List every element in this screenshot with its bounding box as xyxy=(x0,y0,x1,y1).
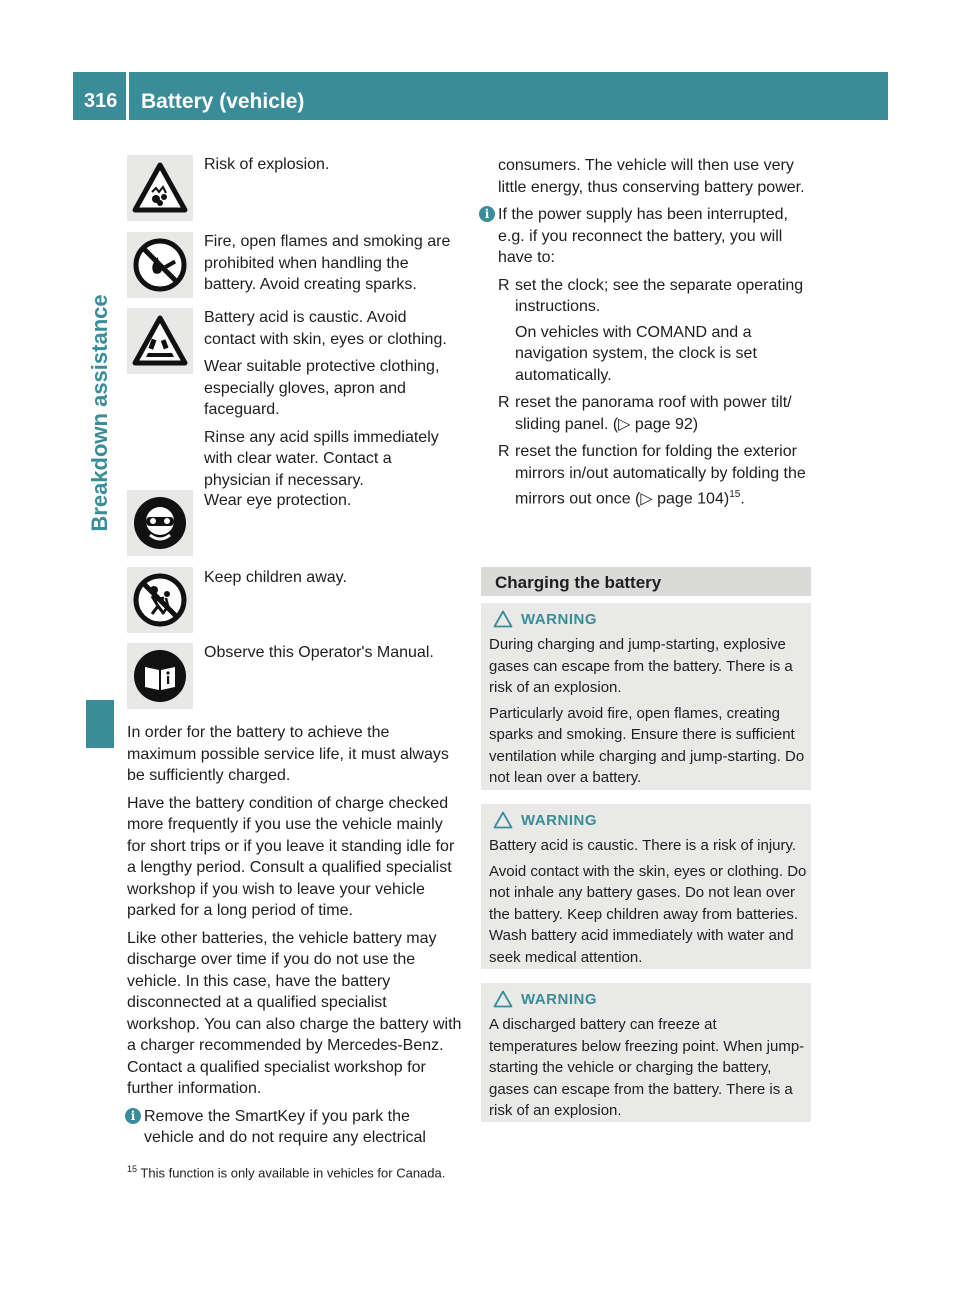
side-tab-label: Breakdown assistance xyxy=(87,293,112,532)
warning-body xyxy=(489,835,807,972)
warning-text: Particularly avoid fire, open flames, creating sparks and smoking. Ensure there is sufficient ventilation while charging and jump-starting. Do not lean over a battery. xyxy=(489,704,805,786)
page-header xyxy=(73,72,888,120)
symbol-text: Fire, open flames and smoking are prohibited when handling the battery. Avoid creating sparks. xyxy=(204,233,451,293)
warning-triangle-icon xyxy=(493,811,513,829)
section-heading-text: Charging the battery xyxy=(495,573,662,592)
warning-text: During charging and jump-starting, explosive gases can escape from the battery. There is a risk of an explosion. xyxy=(489,636,793,696)
info-note xyxy=(127,1106,462,1149)
info-text: If the power supply has been interrupted, e.g. if you reconnect the battery, you will have to: xyxy=(498,206,788,266)
bullet-symbol: R xyxy=(498,276,510,294)
warning-triangle-icon xyxy=(493,610,513,628)
page-title: Battery (vehicle) xyxy=(141,90,305,113)
page-number: 316 xyxy=(84,90,118,112)
symbol-text: Observe this Operator's Manual. xyxy=(204,644,434,661)
warning-box xyxy=(481,804,811,969)
list-item-end: . xyxy=(740,490,745,508)
children-away-text xyxy=(204,567,462,595)
list-item-text: reset the panorama roof with power tilt/ sliding panel. (▷ page 92) xyxy=(515,394,792,433)
list-item xyxy=(498,392,813,435)
warning-text: Avoid contact with the skin, eyes or clothing. Do not inhale any battery gases. Do not lean over the battery. Keep children away from batteries. Wash battery acid immediately with water and seek medical attention. xyxy=(489,862,807,966)
list-item xyxy=(498,275,813,387)
keep-children-away-icon xyxy=(127,567,193,633)
warning-box xyxy=(481,603,811,790)
bullet-symbol: R xyxy=(498,443,510,460)
warning-box xyxy=(481,983,811,1122)
caustic-warning-text xyxy=(204,307,462,497)
footnote-ref[interactable]: 15 xyxy=(729,489,741,500)
warning-body xyxy=(489,634,807,793)
operators-manual-icon xyxy=(127,643,193,709)
continued-text: consumers. The vehicle will then use very little energy, thus conserving battery power. xyxy=(498,157,805,196)
symbol-text: Risk of explosion. xyxy=(204,156,330,173)
body-paragraph: Like other batteries, the vehicle battery may discharge over time if you do not use the vehicle. In this case, have the battery disconnected at a qualified specialist workshop. You can also charge the battery with a charger recommended by Mercedes-Benz. Contact a qualified specialist workshop for further information. xyxy=(127,929,462,1097)
caustic-acid-icon xyxy=(127,308,193,374)
right-body xyxy=(481,155,813,516)
side-tab-marker xyxy=(86,700,114,748)
explosion-warning-text xyxy=(204,154,462,182)
footnote-text: This function is only available in vehicles for Canada. xyxy=(140,1165,446,1181)
warning-title: WARNING xyxy=(521,611,597,628)
no-fire-smoking-icon xyxy=(127,232,193,298)
warning-body xyxy=(489,1014,807,1126)
symbol-text: Battery acid is caustic. Avoid contact with skin, eyes or clothing. xyxy=(204,309,447,348)
manual-text xyxy=(204,642,462,670)
list-item-text: set the clock; see the separate operating instructions. xyxy=(515,276,804,315)
header-divider xyxy=(126,72,129,120)
section-heading xyxy=(481,567,811,596)
list-item xyxy=(498,441,813,510)
info-icon: i xyxy=(125,1108,141,1124)
explosion-icon xyxy=(127,155,193,221)
list-item-subtext: On vehicles with COMAND and a navigation system, the clock is set automatically. xyxy=(515,323,757,384)
symbol-text: Rinse any acid spills immediately with clear water. Contact a physician if necessary. xyxy=(204,428,439,489)
footnote xyxy=(127,1164,445,1180)
warning-title: WARNING xyxy=(521,991,597,1008)
eye-protection-text xyxy=(204,490,462,518)
eye-protection-icon xyxy=(127,490,193,556)
warning-triangle-icon xyxy=(493,990,513,1008)
footnote-number: 15 xyxy=(127,1164,138,1174)
warning-text: A discharged battery can freeze at temperatures below freezing point. When jump-starting the vehicle or charging the battery, gases can escape from the battery. There is a risk of an explosion. xyxy=(489,1016,805,1119)
no-fire-warning-text xyxy=(204,231,462,302)
symbol-text: Wear eye protection. xyxy=(204,492,352,509)
left-body xyxy=(127,722,462,1149)
symbol-text: Wear suitable protective clothing, especially gloves, apron and faceguard. xyxy=(204,358,440,418)
bullet-list xyxy=(498,275,813,510)
warning-title: WARNING xyxy=(521,812,597,829)
info-icon: i xyxy=(479,206,495,222)
list-item-text: reset the function for folding the exterior mirrors in/out automatically by folding the mirrors out once (▷ page 104) xyxy=(515,443,806,508)
side-tab xyxy=(86,125,114,700)
info-note xyxy=(481,204,813,510)
warning-text: Battery acid is caustic. There is a risk of injury. xyxy=(489,837,797,854)
body-paragraph: Have the battery condition of charge checked more frequently if you use the vehicle mainly for short trips or if you leave it standing idle for a lengthy period. Consult a qualified specialist workshop if you wish to leave your vehicle parked for a long period of time. xyxy=(127,794,455,919)
info-text: Remove the SmartKey if you park the vehicle and do not require any electrical xyxy=(144,1107,426,1146)
bullet-symbol: R xyxy=(498,394,510,411)
body-paragraph: In order for the battery to achieve the maximum possible service life, it must always be sufficiently charged. xyxy=(127,724,449,784)
symbol-text: Keep children away. xyxy=(204,569,347,586)
